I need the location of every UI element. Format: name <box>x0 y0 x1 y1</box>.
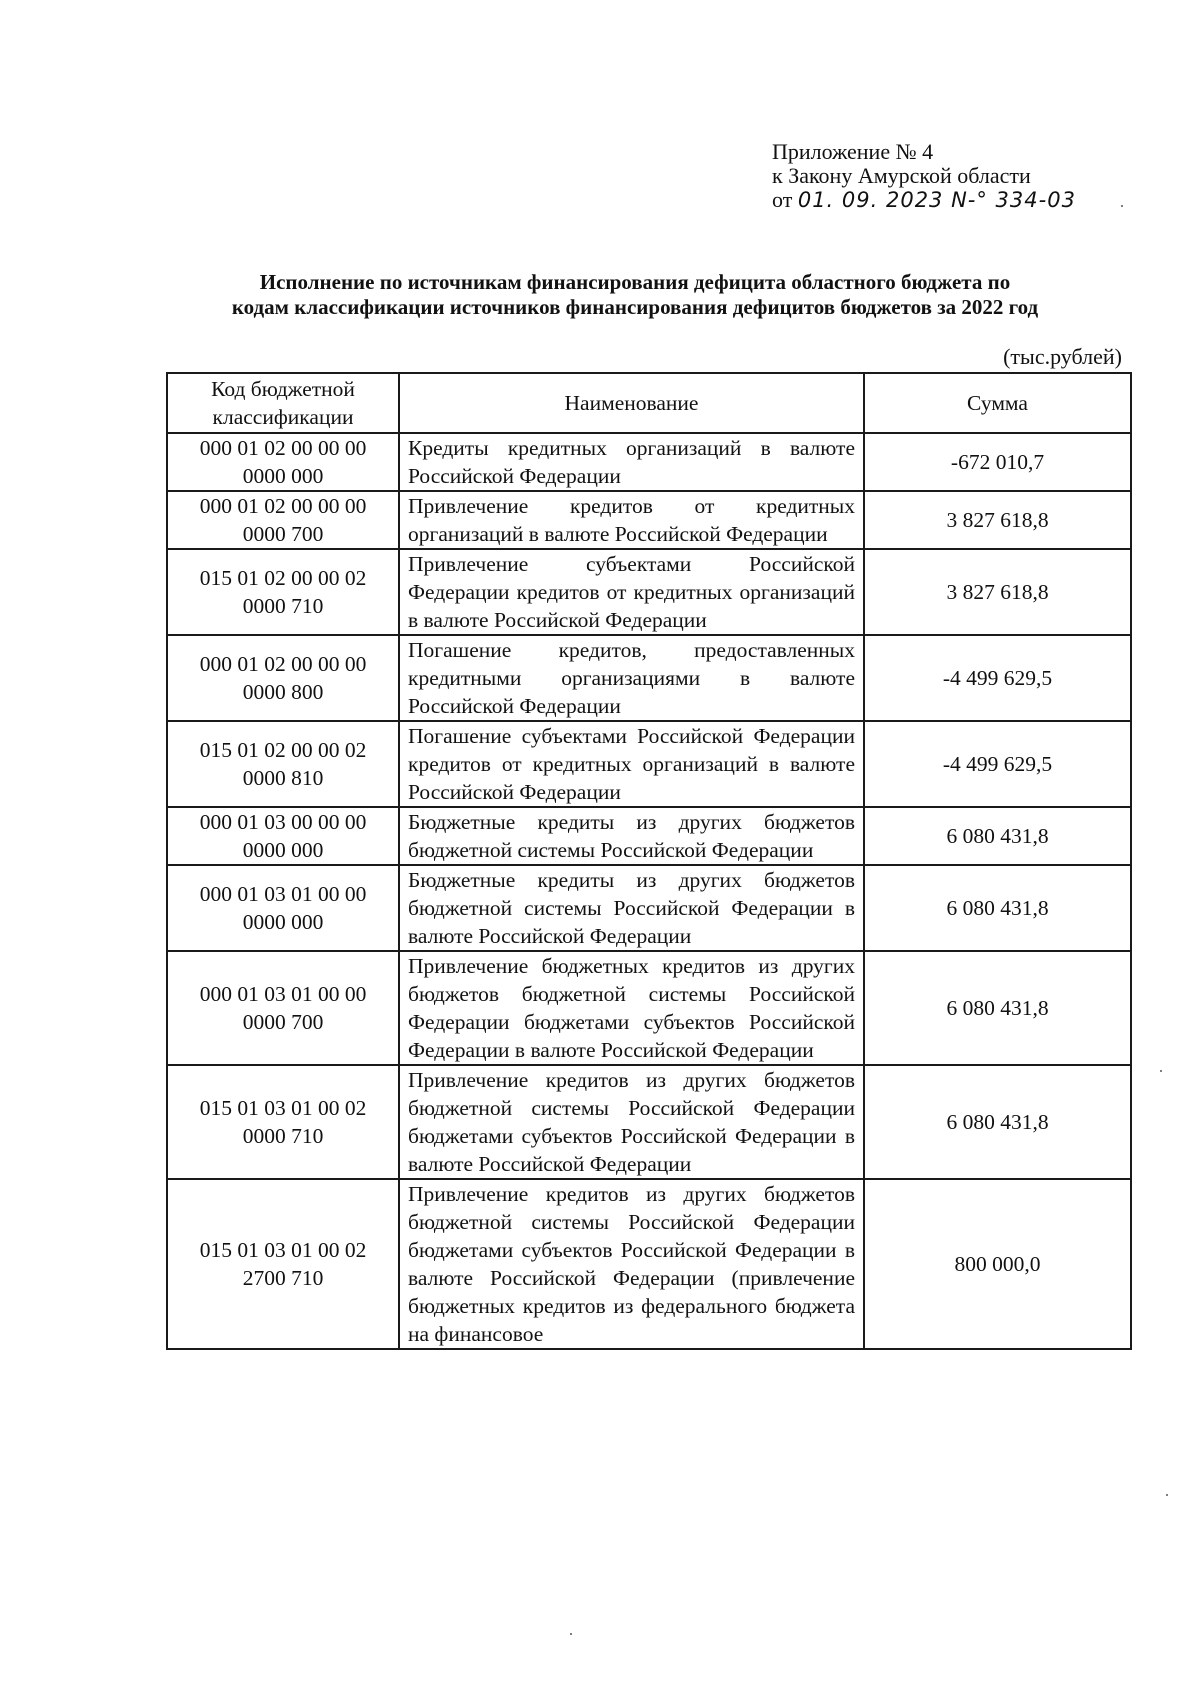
row-code: 000 01 03 01 00 00 0000 700 <box>167 951 399 1065</box>
table-row <box>167 951 1131 1065</box>
table-row <box>167 721 1131 807</box>
row-name: Привлечение кредитов от кредитных организаций в валюте Российской Федерации <box>399 491 864 549</box>
table-row <box>167 1065 1131 1179</box>
table-row <box>167 807 1131 865</box>
header-name: Наименование <box>399 373 864 433</box>
table-header-row <box>167 373 1131 433</box>
document-title <box>150 270 1120 320</box>
table-row <box>167 433 1131 491</box>
row-code: 000 01 02 00 00 00 0000 000 <box>167 433 399 491</box>
table-row <box>167 549 1131 635</box>
appendix-number: Приложение № 4 <box>772 139 934 164</box>
row-name: Привлечение кредитов из других бюджетов бюджетной системы Российской Федерации бюджетами субъектов Российской Федерации в валюте Российской Федерации (привлечение бюджетных кредитов из федерального бюджета на финансовое <box>399 1179 864 1349</box>
row-name: Кредиты кредитных организаций в валюте Российской Федерации <box>399 433 864 491</box>
scan-speck <box>1121 205 1123 207</box>
budget-sources-table <box>166 372 1132 1350</box>
row-code: 015 01 03 01 00 02 0000 710 <box>167 1065 399 1179</box>
row-sum: -672 010,7 <box>864 433 1131 491</box>
row-sum: 6 080 431,8 <box>864 865 1131 951</box>
row-sum: 6 080 431,8 <box>864 951 1131 1065</box>
row-code: 000 01 03 01 00 00 0000 000 <box>167 865 399 951</box>
row-code: 015 01 02 00 00 02 0000 810 <box>167 721 399 807</box>
header-sum: Сумма <box>864 373 1131 433</box>
law-date-line <box>772 188 1076 212</box>
row-name: Бюджетные кредиты из других бюджетов бюджетной системы Российской Федерации в валюте Российской Федерации <box>399 865 864 951</box>
row-code: 000 01 02 00 00 00 0000 800 <box>167 635 399 721</box>
title-line-1: Исполнение по источникам финансирования дефицита областного бюджета по <box>259 270 1011 294</box>
row-name: Привлечение бюджетных кредитов из других бюджетов бюджетной системы Российской Федерации бюджетами субъектов Российской Федерации в валюте Российской Федерации <box>399 951 864 1065</box>
row-name: Погашение субъектами Российской Федерации кредитов от кредитных организаций в валюте Российской Федерации <box>399 721 864 807</box>
scan-speck <box>1160 1070 1162 1072</box>
handwritten-date-number: 01. 09. 2023 N-° 334-03 <box>797 188 1076 212</box>
header-code: Код бюджетной классификации <box>167 373 399 433</box>
row-code: 000 01 03 00 00 00 0000 000 <box>167 807 399 865</box>
units-label: (тыс.рублей) <box>1003 344 1122 369</box>
table-row <box>167 1179 1131 1349</box>
row-sum: 3 827 618,8 <box>864 549 1131 635</box>
row-sum: -4 499 629,5 <box>864 721 1131 807</box>
row-sum: 6 080 431,8 <box>864 807 1131 865</box>
table-row <box>167 491 1131 549</box>
table-row <box>167 635 1131 721</box>
scan-speck <box>570 1633 572 1635</box>
row-code: 000 01 02 00 00 00 0000 700 <box>167 491 399 549</box>
appendix-header <box>772 140 1076 212</box>
row-code: 015 01 03 01 00 02 2700 710 <box>167 1179 399 1349</box>
row-name: Погашение кредитов, предоставленных кредитными организациями в валюте Российской Федерации <box>399 635 864 721</box>
row-sum: 800 000,0 <box>864 1179 1131 1349</box>
row-name: Привлечение кредитов из других бюджетов бюджетной системы Российской Федерации бюджетами субъектов Российской Федерации в валюте Российской Федерации <box>399 1065 864 1179</box>
row-name: Бюджетные кредиты из других бюджетов бюджетной системы Российской Федерации <box>399 807 864 865</box>
row-name: Привлечение субъектами Российской Федерации кредитов от кредитных организаций в валюте Российской Федерации <box>399 549 864 635</box>
row-sum: -4 499 629,5 <box>864 635 1131 721</box>
row-sum: 6 080 431,8 <box>864 1065 1131 1179</box>
date-prefix: от <box>772 187 793 212</box>
law-reference: к Закону Амурской области <box>772 163 1031 188</box>
table-row <box>167 865 1131 951</box>
scan-speck <box>1166 1494 1168 1496</box>
row-sum: 3 827 618,8 <box>864 491 1131 549</box>
row-code: 015 01 02 00 00 02 0000 710 <box>167 549 399 635</box>
title-line-2: кодам классификации источников финансирования дефицитов бюджетов за 2022 год <box>231 295 1039 319</box>
